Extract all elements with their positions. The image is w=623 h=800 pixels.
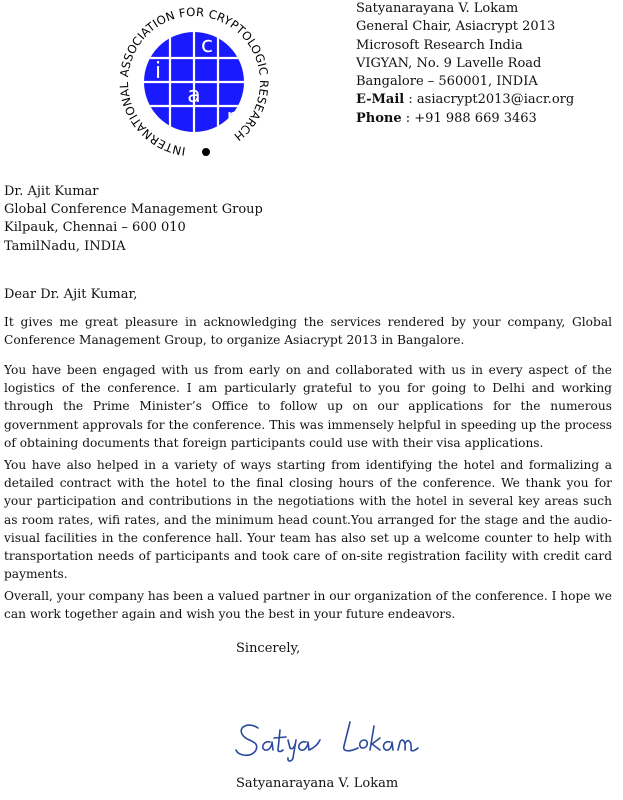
sender-email-line: E-Mail : asiacrypt2013@iacr.org [356,92,575,108]
sender-title: General Chair, Asiacrypt 2013 [356,19,556,35]
logo-letter-i: i [154,59,162,84]
body-paragraph-4: Overall, your company has been a valued partner in our organization of the conference. I hope we can work together again and wish you the best in your future endeavors. [4,589,612,622]
logo-ring-text: INTERNATIONAL ASSOCIATION FOR CRYPTOLOGIC RESEARCH [116,4,272,159]
sender-phone-line: Phone : +91 988 669 3463 [356,110,537,126]
sender-address-line2: Bangalore – 560001, INDIA [356,74,538,90]
recipient-name: Dr. Ajit Kumar [4,184,99,199]
email-label: E-Mail [356,92,405,108]
closing: Sincerely, [236,641,301,656]
recipient-address-block [4,183,263,256]
logo-letter-a: a [187,83,201,108]
signer-name: Satyanarayana V. Lokam [236,776,399,791]
body-paragraph-1: It gives me great pleasure in acknowledging the services rendered by your company, Global Conference Management Group, to organize Asiacrypt 2013 in Bangalore. [4,315,612,348]
signature-image [232,716,432,764]
sender-org: Microsoft Research India [356,37,523,53]
sender-email: asiacrypt2013@iacr.org [416,92,575,108]
recipient-address-line1: Kilpauk, Chennai – 600 010 [4,220,186,236]
logo-letter-r: r [226,105,236,130]
logo-dot-icon [202,148,210,156]
sender-phone: +91 988 669 3463 [414,110,537,126]
phone-label: Phone [356,110,402,126]
sender-name: Satyanarayana V. Lokam [356,1,519,16]
salutation: Dear Dr. Ajit Kumar, [4,287,138,302]
logo-letter-c: c [200,33,214,58]
sender-address-block [356,0,574,128]
iacr-logo [112,0,276,164]
body-paragraph-2: You have been engaged with us from early on and collaborated with us in every aspect of the logistics of the conference. I am particularly grateful to you for going to Delhi and working through the Prime Minister’s Office to follow up on our applications for the numerous government approvals for the conference. This was immensely helpful in speeding up the process of obtaining documents that foreign participants could use with their visa applications. [4,363,612,450]
recipient-address-line2: TamilNadu, INDIA [4,238,126,254]
recipient-org: Global Conference Management Group [4,202,263,218]
body-paragraph-3: You have also helped in a variety of ways starting from identifying the hotel and formalizing a detailed contract with the hotel to the final closing hours of the conference. We thank you for your participation and contributions in the negotiations with the hotel in several key areas such as room rates, wifi rates, and the minimum head count.You arranged for the stage and the audio-visual facilities in the conference hall. Your team has also set up a welcome counter to help with transportation needs of participants and took care of on-site registration facility with credit card payments. [4,458,612,582]
sender-address-line1: VIGYAN, No. 9 Lavelle Road [356,55,542,71]
